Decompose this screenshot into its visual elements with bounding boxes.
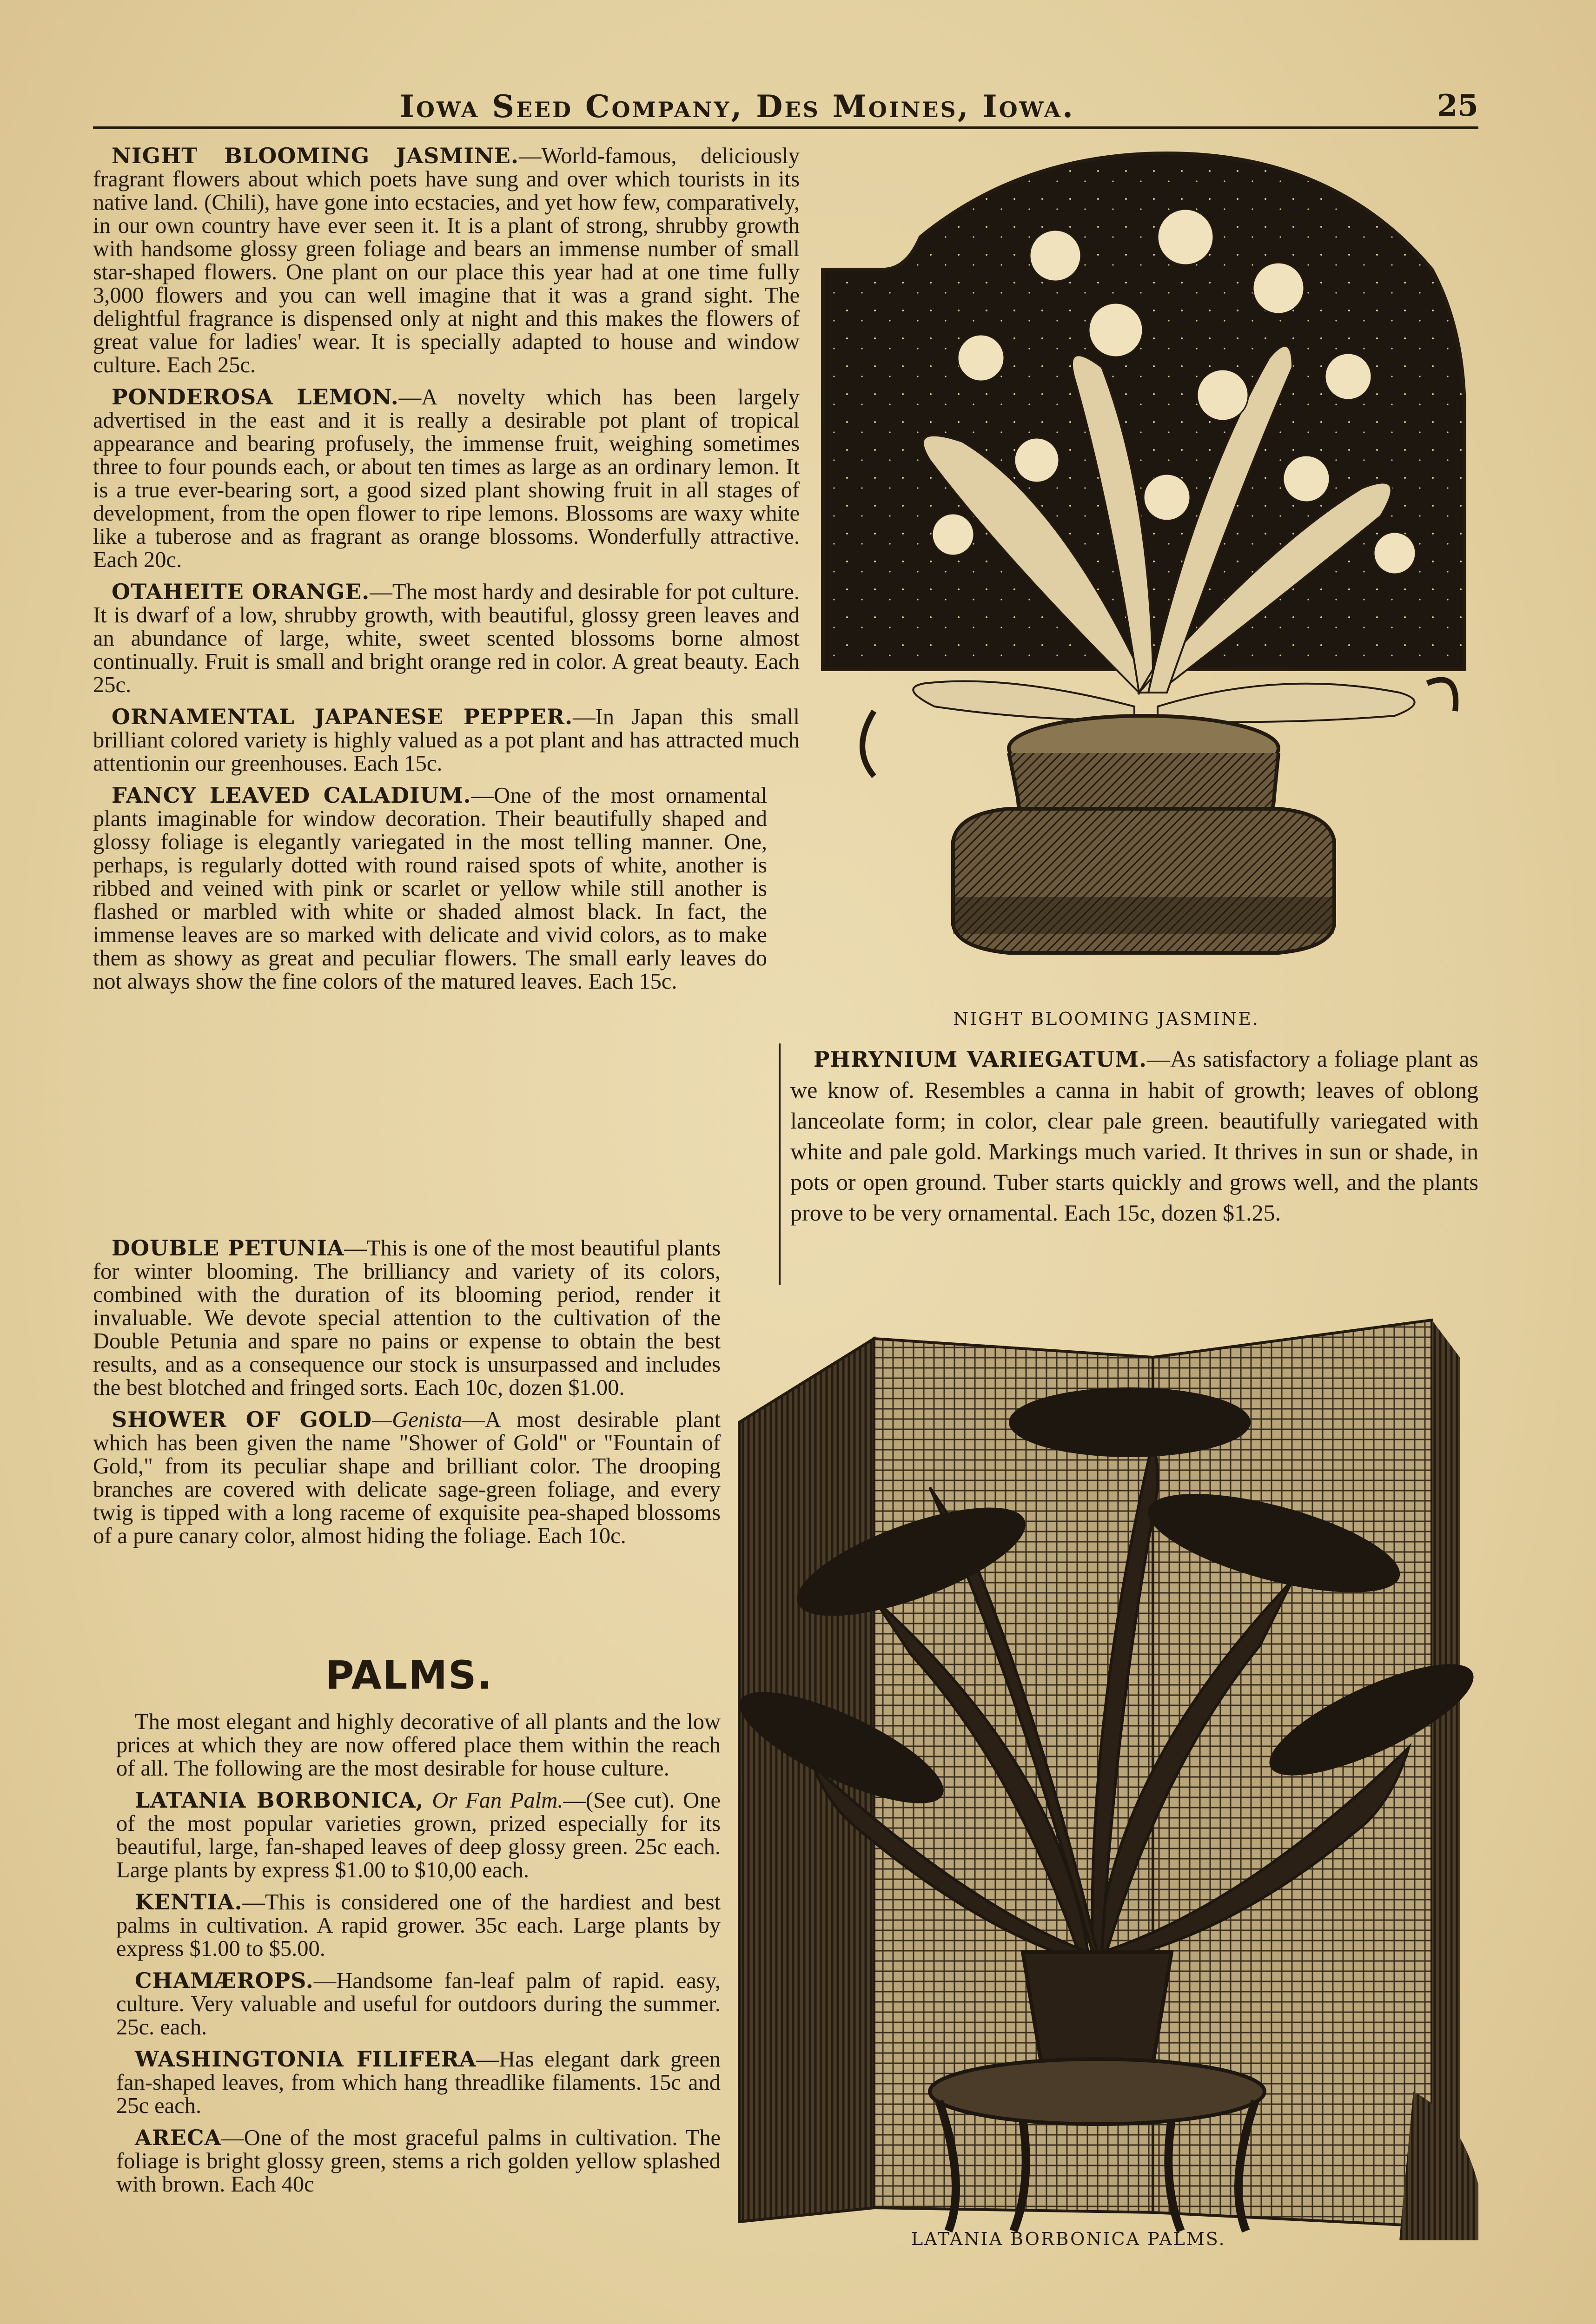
entry-text: —A most desirable plant which has been given the name "Shower of Gold" or "Fountain of Gold," from its peculiar shape and brilliant color. The drooping branches are covered with delicate sage-green foliage, and every twig is tipped with a long raceme of exquisite pea-shaped blossoms of a pure canary color, almost hiding the foliage. Each 10c. xyxy=(93,1407,721,1548)
entry-text: —Has elegant dark green fan-shaped leaves, from which hang threadlike filaments. 15c and 25c each. xyxy=(116,2047,721,2118)
entry-title: PHRYNIUM VARIEGATUM. xyxy=(814,1047,1147,1072)
entry-japanese-pepper xyxy=(93,705,800,775)
header-rule xyxy=(93,126,1478,129)
entry-text: —One of the most ornamental plants imaginable for window decoration. Their beautifully shaped and glossy foliage is elegantly variegated in the most telling manner. One, perhaps, is regularly dotted with round raised spots of white, another is ribbed and veined with pink or scarlet or yellow while still another is flashed or marbled with white or shaded almost black. In fact, the immense leaves are so marked with delicate and vivid colors, as to make them as showy as great and peculiar flowers. The small early leaves do not always show the fine colors of the matured leaves. Each 15c. xyxy=(93,783,767,994)
entry-washingtonia xyxy=(116,2047,721,2118)
entry-latania xyxy=(116,1789,721,1882)
column-divider xyxy=(779,1043,781,1285)
entry-night-blooming-jasmine xyxy=(93,144,800,377)
entry-title: PONDEROSA LEMON. xyxy=(112,384,399,409)
palms-heading: PALMS. xyxy=(325,1652,493,1698)
jasmine-caption: NIGHT BLOOMING JASMINE. xyxy=(953,1009,1259,1029)
entry-title: DOUBLE PETUNIA xyxy=(112,1235,344,1261)
entry-chamaerops xyxy=(116,1969,721,2039)
entry-text: —A novelty which has been largely advertised in the east and it is really a desirable pot plant of tropical appearance and bearing profusely, the immense fruit, weighing sometimes three to four pounds each, or about ten times as large as an ordinary lemon. It is a true ever-bearing sort, a good sized plant showing fruit in all stages of development, from the open flower to ripe lemons. Blossoms are waxy white like a tuberose and as fragrant as orange blossoms. Wonderfully attractive. Each 20c. xyxy=(93,385,800,572)
entry-title: ORNAMENTAL JAPANESE PEPPER. xyxy=(112,704,573,729)
entry-title: CHAMÆROPS. xyxy=(135,1968,314,1993)
entry-text: —This is considered one of the hardiest and best palms in cultivation. A rapid grower. 35c each. Large plants by express $1.00 to $5.00. xyxy=(116,1890,721,1961)
left-column-middle xyxy=(93,1236,721,1556)
right-column xyxy=(790,1043,1478,1236)
entry-phrynium xyxy=(790,1043,1478,1228)
entry-text: —This is one of the most beautiful plants for winter blooming. The brilliancy and variety of its colors, combined with the duration of its blooming period, render it invaluable. We devote special attention to the cultivation of the Double Petunia and spare no pains or expense to obtain the best results, and as a consequence our stock is unsurpassed and includes the best blotched and fringed sorts. Each 10c, dozen $1.00. xyxy=(93,1236,721,1400)
entry-title: OTAHEITE ORANGE. xyxy=(112,579,370,604)
entry-text: —(See cut). One of the most popular varieties grown, prized especially for its beautiful, large, fan-shaped leaves of deep glossy green. 25c each. Large plants by express $1.00 to $10,00 each. xyxy=(116,1788,721,1882)
left-column-upper xyxy=(93,144,800,1002)
page-header xyxy=(93,84,1478,125)
palm-caption: LATANIA BORBONICA PALMS. xyxy=(911,2229,1226,2249)
entry-areca xyxy=(116,2126,721,2196)
entry-kentia xyxy=(116,1890,721,1961)
entry-title: ARECA xyxy=(135,2125,222,2150)
entry-double-petunia xyxy=(93,1236,721,1400)
entry-text: —World-famous, deliciously fragrant flowers about which poets have sung and over which tourists in its native land. (Chili), have gone into ecstacies, and yet how few, comparatively, in our own country have ever seen it. It is a plant of strong, shrubby growth with handsome glossy green foliage and bears an immense number of small star-shaped flowers. One plant on our place this year had at one time fully 3,000 flowers and you can well imagine that it was a grand sight. The delightful fragrance is dispensed only at night and this makes the flowers of great value for ladies' wear. It is specially adapted to house and window culture. Each 25c. xyxy=(93,144,800,377)
entry-title: WASHINGTONIA FILIFERA xyxy=(135,2047,477,2072)
entry-text: —One of the most graceful palms in cultivation. The foliage is bright glossy green, stems a rich golden yellow splashed with brown. Each 40c xyxy=(116,2126,721,2197)
entry-shower-of-gold xyxy=(93,1408,721,1548)
palms-section xyxy=(116,1710,721,2205)
entry-fancy-caladium xyxy=(93,784,767,993)
entry-ponderosa-lemon xyxy=(93,385,800,572)
palm-illustration xyxy=(735,1301,1488,2240)
entry-text: —Handsome fan-leaf palm of rapid. easy, culture. Very valuable and useful for outdoors during the summer. 25c. each. xyxy=(116,1968,721,2040)
entry-title: SHOWER OF GOLD xyxy=(112,1407,372,1432)
entry-title: KENTIA. xyxy=(135,1889,243,1915)
jasmine-illustration xyxy=(814,135,1474,1009)
header-title: Iowa Seed Company, Des Moines, Iowa. xyxy=(400,88,1075,125)
entry-title: LATANIA BORBONICA, xyxy=(135,1788,424,1813)
entry-italic: Or Fan Palm. xyxy=(424,1788,563,1813)
entry-otaheite-orange xyxy=(93,580,800,697)
entry-title: NIGHT BLOOMING JASMINE. xyxy=(112,143,519,168)
palms-intro: The most elegant and highly decorative of all plants and the low prices at which they are now offered place them within the reach of all. The following are the most desirable for house culture. xyxy=(116,1710,721,1781)
entry-text: —In Japan this small brilliant colored variety is highly valued as a pot plant and has attracted much attentionin our greenhouses. Each 15c. xyxy=(93,705,800,776)
page-number: 25 xyxy=(1437,88,1478,123)
entry-text: —As satisfactory a foliage plant as we know of. Resembles a canna in habit of growth; leaves of oblong lanceolate form; in color, clear pale green. beautifully variegated with white and pale gold. Markings much varied. It thrives in sun or shade, in pots or open ground. Tuber starts quickly and grows well, and the plants prove to be very ornamental. Each 15c, dozen $1.25. xyxy=(790,1046,1478,1226)
entry-title: FANCY LEAVED CALADIUM. xyxy=(112,783,471,808)
entry-italic: —Genista xyxy=(372,1407,463,1432)
entry-text: —The most hardy and desirable for pot culture. It is dwarf of a low, shrubby growth, with beautiful, glossy green leaves and an abundance of large, white, sweet scented blossoms borne almost continually. Fruit is small and bright orange red in color. A great beauty. Each 25c. xyxy=(93,580,800,697)
